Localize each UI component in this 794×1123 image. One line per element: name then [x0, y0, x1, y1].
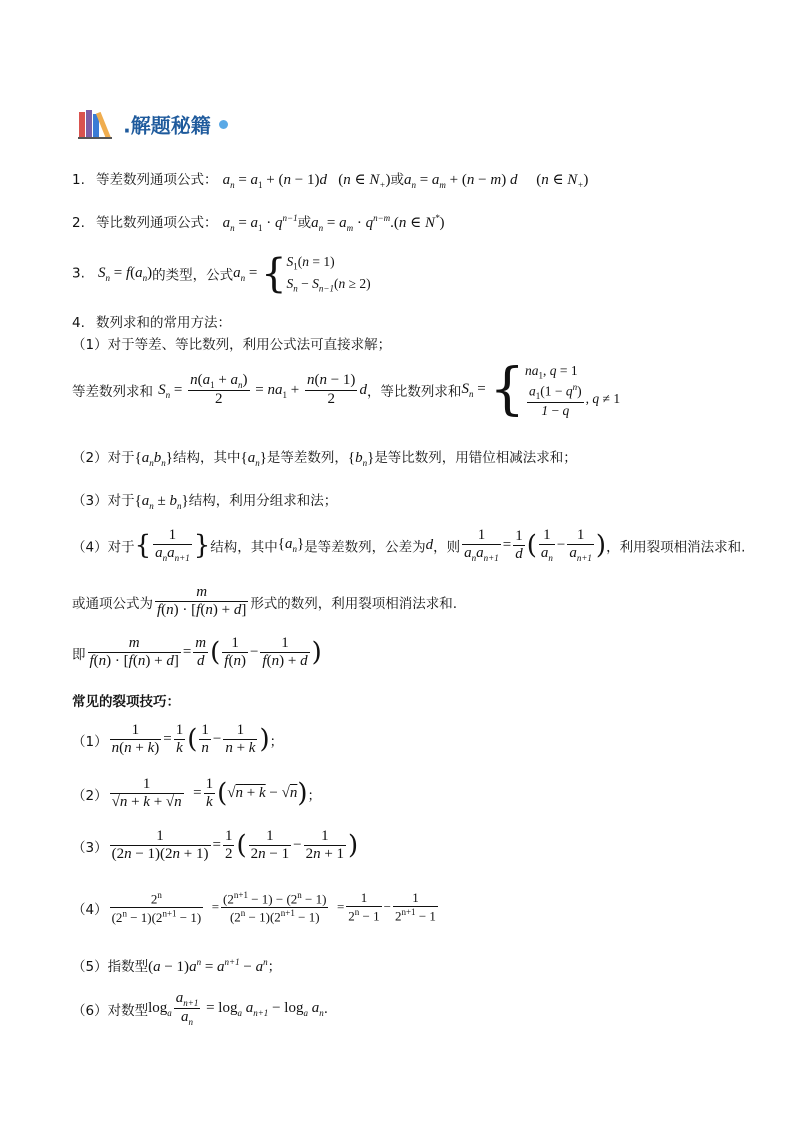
books-icon [78, 108, 118, 140]
method-4-a: （4）对于 [72, 539, 135, 556]
tricks-title: 常见的裂项技巧： [72, 694, 180, 710]
formula-trick-3: $\frac{1}{(2n - 1)(2n + 1)}$ = $\frac{1}{2}$ ( $\frac{1}{2n - 1}$ − $\frac{1}{2n + 1}$ ) [111, 828, 359, 863]
item-2-label: 等比数列通项公式： [95, 215, 218, 231]
trick-3 [72, 828, 358, 864]
formula-geo-general: $a_n = a_1 \cdot q^{n-1}$ [222, 213, 298, 233]
trick-6-label: （6）对数型 [72, 1002, 149, 1019]
item-1-label: 等差数列通项公式： [95, 172, 218, 188]
formula-general-frac: $\frac{m}{f(n) \cdot [f(n) + d]}$ [157, 584, 247, 619]
formula-arith-general: $a_n = a_1 + (n - 1)d$ (n ∈ $N_+$) [222, 172, 391, 190]
method-4 [72, 527, 745, 564]
method-3-b: 结构，利用分组求和法； [188, 493, 338, 509]
trick-3-label: （3） [72, 839, 108, 856]
item-1-num: 1. [72, 172, 85, 188]
formula-general-split: $\frac{m}{f(n) \cdot [f(n) + d]}$ = $\frac{m}{d}$ ( $\frac{1}{f(n)}$ − $\frac{1}{f(n) + d}$ ) [89, 635, 322, 670]
trick-1 [72, 722, 283, 758]
trick-4 [72, 890, 440, 926]
section-header [78, 108, 228, 140]
item-1 [72, 168, 588, 190]
method-4-general [72, 584, 457, 620]
formula-arith-sum: $S_n$ = $\frac{n(a_1 + a_n)}{2}$ = $na_1$ + $\frac{n(n - 1)}{2}$ d [158, 371, 367, 408]
formula-an-set-2: $\{a_n\}$ [277, 536, 305, 555]
method-4-e: ，利用裂项相消法求和. [606, 539, 746, 556]
formula-an-pm-bn: $\{a_n \pm b_n\}$ [134, 493, 189, 511]
item-3-text: 的类型，公式 [152, 267, 234, 284]
method-2 [72, 446, 577, 468]
trick-2 [72, 776, 321, 812]
trick-5-end: ； [267, 959, 282, 975]
item-4-title: 数列求和的常用方法： [95, 315, 231, 331]
item-2-num: 2. [72, 215, 85, 231]
method-4-g: 形式的数列，利用裂项相消法求和. [250, 595, 458, 612]
formula-geo-sum: $S_n$ = [461, 381, 490, 400]
item-1-or: 或 [390, 172, 404, 188]
trick-4-label: （4） [72, 901, 108, 918]
method-4-h: 即 [72, 646, 86, 663]
method-1-arith-label: 等差数列求和 [72, 384, 153, 401]
method-4-c: 是等差数列，公差为 [304, 539, 426, 556]
geo-sum-brace: { [489, 357, 526, 423]
method-1: （1）对于等差、等比数列，利用公式法可直接求解； [72, 337, 392, 353]
formula-d: d [425, 536, 434, 553]
method-2-a: （2）对于 [72, 450, 135, 466]
header-dot-icon [219, 120, 228, 129]
header-title: .解题秘籍 [123, 113, 211, 138]
method-1-sep: ，等比数列求和 [366, 384, 462, 401]
item-3 [72, 252, 371, 295]
formula-bn-set: $\{b_n\}$ [347, 450, 375, 468]
formula-an-set: $\{a_n\}$ [240, 450, 267, 468]
trick-6-end: . [323, 1000, 328, 1017]
method-3 [72, 489, 337, 511]
formula-recip-set: { $\frac{1}{a_na_{n+1}}$ } [134, 527, 211, 564]
formula-geo-general-m: $a_n = a_m \cdot q^{n-m}.(n$ ∈ N*) [311, 213, 445, 233]
cases-brace: { [261, 250, 287, 297]
method-4-b: 结构，其中 [210, 539, 278, 556]
method-3-a: （3）对于 [72, 493, 135, 509]
cases-body: $S_1(n = 1)$ $S_n - S_{n-1}(n \ge 2)$ [286, 254, 371, 294]
geo-sum-cases: $na_1$, q = 1 $\frac{a_1(1 - q^n)}{1 - q}$ , q ≠ 1 [525, 363, 621, 418]
method-4-identity [72, 635, 322, 671]
method-4-f: 或通项公式为 [72, 595, 153, 612]
formula-trick-5: $(a - 1)a^n = a^{n+1} - a^n$ [148, 957, 268, 975]
formula-recip-split: $\frac{1}{a_na_{n+1}}$ = $\frac{1}{d}$ ( $\frac{1}{a_n}$ − $\frac{1}{a_{n+1}}$ ) [464, 527, 607, 564]
trick-6 [72, 990, 328, 1028]
formula-trick-2: $\frac{1}{√n + k + √n}$ = $\frac{1}{k}$ (√n + k − √n) [111, 776, 308, 811]
formula-sn-fan: $S_n = f(a_n)$ [97, 264, 153, 283]
method-2-c: 是等差数列， [266, 450, 348, 466]
trick-1-end: ； [269, 733, 284, 750]
item-4-num: 4. [72, 315, 85, 331]
item-3-num: 3. [72, 265, 85, 282]
formula-anbn: $\{a_nb_n\}$ [134, 450, 173, 468]
trick-5 [72, 955, 281, 976]
formula-trick-6: $\log_a$ $\frac{a_{n+1}}{a_n}$ = $\log_a a_{n+1} - \log_a a_n$ [148, 990, 324, 1028]
trick-2-label: （2） [72, 787, 108, 804]
formula-trick-1: $\frac{1}{n(n + k)}$ = $\frac{1}{k}$ ( $\frac{1}{n}$ − $\frac{1}{n + k}$ ) [111, 722, 270, 757]
formula-trick-4: $\frac{2^n}{(2^n - 1)(2^{n+1} - 1)}$ = $\frac{(2^{n+1} - 1) - (2^n - 1)}{(2^n - 1)(2^{n+1} - 1)}$ = $\frac{1}{2^n - 1}$ − $\frac{1}{2^{n+1} - 1}$ [111, 890, 436, 925]
trick-5-label: （5）指数型 [72, 959, 149, 975]
item-2 [72, 211, 445, 233]
trick-2-end: ； [307, 787, 322, 804]
method-2-d: 是等比数列，用错位相减法求和； [374, 450, 577, 466]
method-1-formulas [72, 357, 621, 423]
item-4 [72, 311, 231, 331]
formula-an-cases: $a_n$ = [233, 264, 262, 283]
method-4-d: ，则 [433, 539, 461, 556]
item-2-or: 或 [297, 215, 312, 231]
method-2-b: 结构，其中 [173, 450, 241, 466]
formula-arith-general-m: $a_n = a_m + (n - m)$ d (n ∈ $N_+$) [403, 172, 589, 190]
trick-1-label: （1） [72, 733, 108, 750]
